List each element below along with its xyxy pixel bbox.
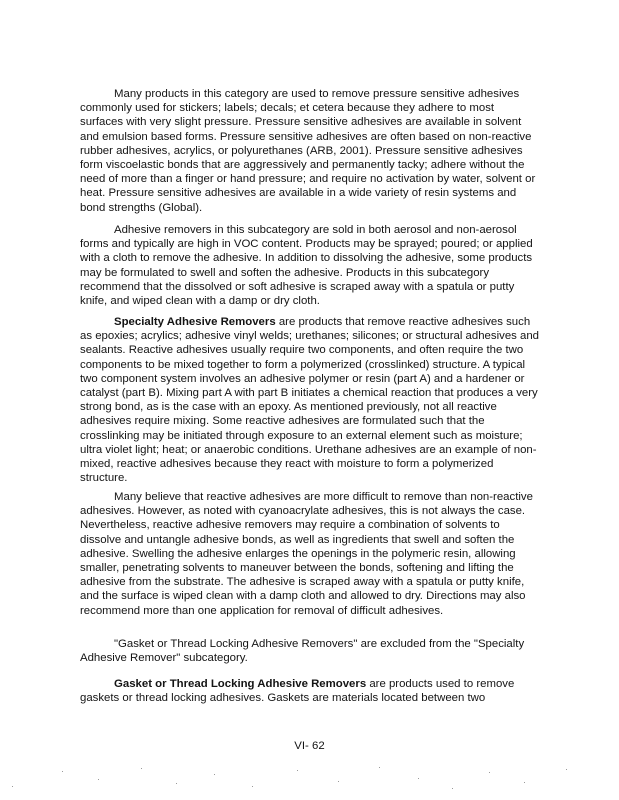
paragraph-text: Many products in this category are used to remove pressure sensitive adhesives commonly used for stickers; labels; decals; et cetera because they adhere to most surfaces with very slight pressure. Pressure sensitive adhesives are available in solvent and emulsion based forms. Pressure sensitive adhesives are often based on non-reactive rubber adhesives, acrylics, or polyurethanes (ARB, 2001). Pressure sensitive adhesives form viscoelastic bonds that are aggressively and permanently tacky; adhere without the need of more than a finger or hand pressure; and require no activation by water, solvent or heat. Pressure sensitive adhesives are available in a wide variety of resin systems and bond strengths (Global). [80,88,536,214]
paragraph-specialty-removers [80,315,540,485]
paragraph-text: are products used to remove gaskets or thread locking adhesives. Gaskets are materials located between two [80,678,515,705]
paragraph-text: are products that remove reactive adhesives such as epoxies; acrylics; adhesive vinyl welds; urethanes; silicones; or structural adhesives and sealants. Reactive adhesives usually require two components, and often require the two components to be mixed together to form a polymerized (crosslinked) structure. A typical two component system involves an adhesive polymer or resin (part A) and a hardener or catalyst (part B). Mixing part A with part B initiates a chemical reaction that produces a very strong bond, as is the case with an epoxy. As mentioned previously, not all reactive adhesives require mixing. Some reactive adhesives are formulated such that the crosslinking may be initiated through exposure to an external element such as moisture; ultra violet light; heat; or anaerobic conditions. Urethane adhesives are an example of non-mixed, reactive adhesives because they react with moisture to form a polymerized structure. [80,316,540,485]
page-number: VI- 62 [294,740,325,752]
paragraph-text: Many believe that reactive adhesives are more difficult to remove than non-reactive adhesives. However, as noted with cyanoacrylate adhesives, this is not always the case. Nevertheless, reactive adhesive removers may require a combination of solvents to dissolve and untangle adhesive bonds, as well as ingredients that swell and soften the adhesive. Swelling the adhesive enlarges the openings in the polymeric resin, allowing smaller, penetrating solvents to maneuver between the bonds, softening and lifting the adhesive from the substrate. The adhesive is scraped away with a spatula or putty knife, and the surface is wiped clean with a damp cloth and allowed to dry. Directions may also recommend more than one application for removal of difficult adhesives. [80,491,533,617]
paragraph-gasket-removers [80,677,540,705]
paragraph-aerosol-forms [80,223,540,308]
defined-term: Gasket or Thread Locking Adhesive Removers [114,678,367,690]
paragraph-pressure-sensitive [80,87,540,215]
paragraph-reactive-adhesives [80,490,540,618]
defined-term: Specialty Adhesive Removers [114,316,276,328]
paragraph-text: "Gasket or Thread Locking Adhesive Removers" are excluded from the "Specialty Adhesive Remover" subcategory. [80,638,525,665]
paragraph-exclusion [80,637,540,665]
paragraph-text: Adhesive removers in this subcategory are sold in both aerosol and non-aerosol forms and typically are high in VOC content. Products may be sprayed; poured; or applied with a cloth to remove the adhesive. In addition to dissolving the adhesive, some products may be formulated to swell and soften the adhesive. Products in this subcategory recommend that the dissolved or soft adhesive is scraped away with a spatula or putty knife, and wiped clean with a damp or dry cloth. [80,224,533,308]
